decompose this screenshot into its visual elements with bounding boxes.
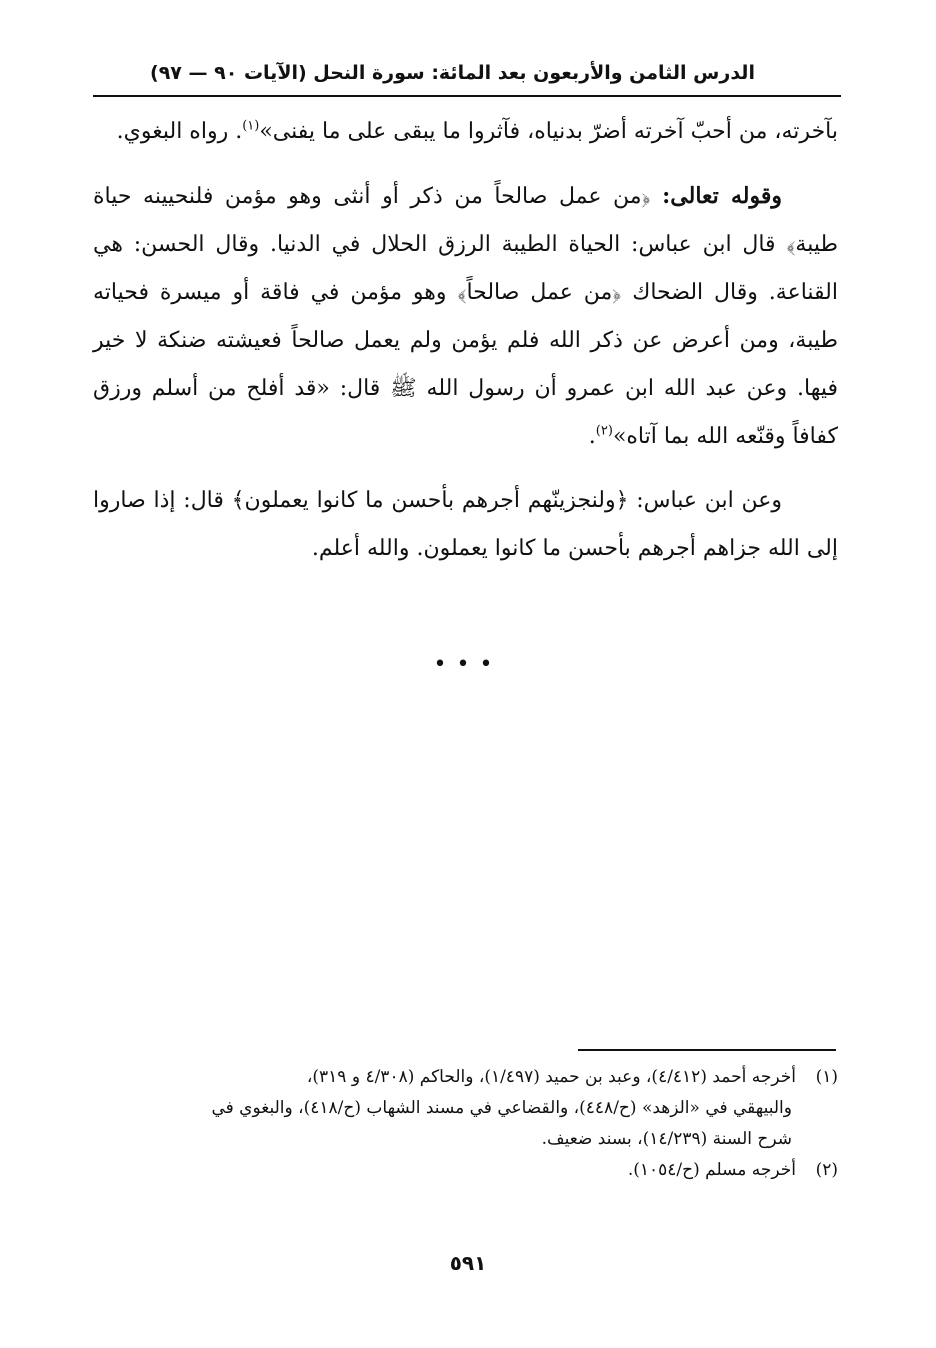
section-separator: ••• [433, 652, 503, 677]
paragraph-3-text: وعن ابن عباس: ﴿ولنجزينّهم أجرهم بأحسن ما كانوا يعملون﴾ قال: إذا صاروا إلى الله جزاهم أجرهم بأحسن ما كانوا يعملون. والله أعلم. [93, 488, 838, 561]
footnotes [93, 1062, 838, 1186]
footnote-1 [93, 1062, 838, 1093]
header-rule [93, 95, 841, 97]
paragraph-1-tail: . رواه البغوي. [116, 119, 243, 144]
footnote-rule [578, 1049, 836, 1051]
paragraph-2 [93, 172, 838, 461]
footnote-2-number: (٢) [815, 1160, 838, 1180]
paragraph-1 [93, 108, 838, 156]
footnote-ref-1: (١) [242, 118, 260, 134]
running-header: الدرس الثامن والأربعون بعد المائة: سورة النحل (الآيات ٩٠ — ٩٧) [150, 62, 755, 84]
paragraph-1-text: بآخرته، من أحبّ آخرته أضرّ بدنياه، فآثروا ما يبقى على ما يفنى» [259, 119, 838, 144]
paragraph-2-lead: وقوله تعالى: [662, 183, 782, 209]
page-number: ٥٩١ [449, 1251, 487, 1275]
footnote-2-line-1: أخرجه مسلم (ح/١٠٥٤). [627, 1160, 796, 1180]
footnote-1-line-1: أخرجه أحمد (٤/٤١٢)، وعبد بن حميد (١/٤٩٧)، والحاكم (٤/٣٠٨ و ٣١٩)، [306, 1067, 796, 1087]
paragraph-2-text: ﴿من عمل صالحاً من ذكر أو أنثى وهو مؤمن فلنحيينه حياة طيبة﴾ قال ابن عباس: الحياة الطيبة الرزق الحلال في الدنيا. وقال الحسن: هي القناعة. وقال الضحاك ﴿من عمل صالحاً﴾ وهو مؤمن في فاقة أو ميسرة فحياته طيبة، ومن أعرض عن ذكر الله فلم يؤمن ولم يعمل صالحاً فعيشته ضنكة لا خير فيها. وعن عبد الله ابن عمرو أن رسول الله ﷺ قال: «قد أفلح من أسلم ورزق كفافاً وقنّعه الله بما آتاه» [93, 184, 838, 449]
footnote-1-line-2: والبيهقي في «الزهد» (ح/٤٤٨)، والقضاعي في مسند الشهاب (ح/٤١٨)، والبغوي في [211, 1098, 792, 1118]
paragraph-2-tail: . [588, 424, 596, 449]
footnote-1-number: (١) [815, 1067, 838, 1087]
footnote-1-line-3: شرح السنة (١٤/٢٣٩)، بسند ضعيف. [541, 1129, 792, 1149]
paragraph-3 [93, 477, 838, 573]
footnote-ref-2: (٢) [595, 423, 613, 439]
footnote-2 [93, 1155, 838, 1186]
main-text [93, 108, 838, 589]
